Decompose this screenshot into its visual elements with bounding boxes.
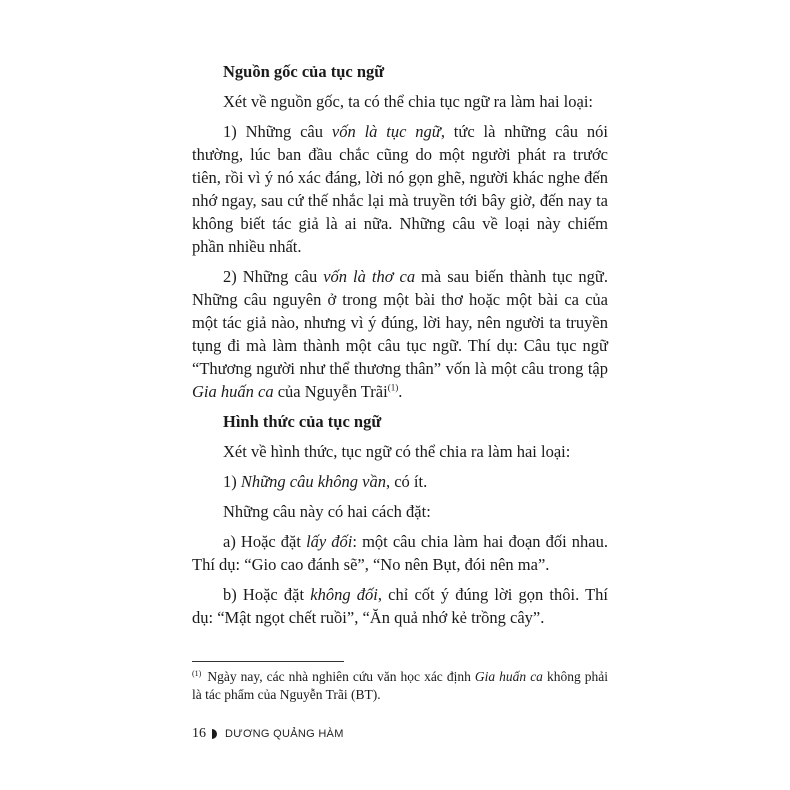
form-sub-b [192, 583, 608, 629]
origin-intro: Xét về nguồn gốc, ta có thể chia tục ngữ ra làm hai loại: [223, 92, 593, 111]
page-body [192, 60, 608, 636]
emphasis: vốn là thơ ca [323, 267, 416, 286]
text-span: , tức là những câu nói thường, lúc ban đầu chắc cũng do một người phát ra trước tiên, rồi vì ý nó xác đáng, lời nó gọn ghẽ, người khác nghe đến nhớ ngay, sau cứ thế nhắc lại mà truyền tới bây giờ, đến nay ta không biết tác giả là ai nữa. Những câu về loại này chiếm phần nhiều nhất. [192, 122, 608, 256]
text-span: của Nguyễn Trãi [273, 382, 388, 401]
text-span: , chỉ cốt ý đúng lời gọn thôi. Thí dụ: “Mật ngọt chết ruồi”, “Ăn quả nhớ kẻ trồng cây”. [192, 585, 608, 627]
form-sub-intro: Những câu này có hai cách đặt: [223, 502, 431, 521]
emphasis: Những câu không vần [240, 472, 386, 491]
origin-item-2 [192, 265, 608, 403]
text-span: a) Hoặc đặt [223, 532, 307, 551]
page-footer [192, 724, 344, 744]
emphasis: lấy đối [306, 532, 353, 551]
form-item-1 [192, 470, 608, 493]
text-span: , có ít. [385, 472, 428, 491]
text-span: Ngày nay, các nhà nghiên cứu văn học xác định [207, 669, 475, 684]
emphasis: không đối [310, 585, 378, 604]
footnote-divider [192, 661, 344, 662]
section-heading-origin: Nguồn gốc của tục ngữ [223, 62, 385, 81]
text-span: mà sau biến thành tục ngữ. Những câu nguyên ở trong một bài thơ hoặc một bài ca của một tác giả nào, nhưng vì ý đúng, lời hay, nên người ta truyền tụng đi mà làm thành một câu tục ngữ. Thí dụ: Câu tục ngữ “Thương người như thể thương thân” vốn là một câu trong tập [192, 267, 608, 378]
text-span: 1) Những câu [223, 122, 332, 141]
section-heading-form: Hình thức của tục ngữ [223, 412, 382, 431]
running-author: DƯƠNG QUẢNG HÀM [225, 728, 344, 740]
emphasis: vốn là tục ngữ [331, 122, 441, 141]
text-span: 1) [223, 472, 241, 491]
footnote-marker: (1) [192, 668, 202, 678]
form-intro: Xét về hình thức, tục ngữ có thể chia ra làm hai loại: [223, 442, 571, 461]
page-number: 16 [192, 726, 206, 741]
footnote-reference[interactable]: (1) [387, 382, 399, 393]
text-span: b) Hoặc đặt [223, 585, 311, 604]
half-circle-icon [212, 729, 217, 739]
form-sub-a [192, 530, 608, 576]
emphasis-book-title: Gia huấn ca [474, 669, 543, 684]
text-span: . [398, 382, 403, 401]
text-span: không phải là tác phẩm của Nguyễn Trãi (BT). [192, 669, 608, 702]
origin-item-1 [192, 120, 608, 258]
emphasis-book-title: Gia huấn ca [192, 382, 274, 401]
text-span: : một câu chia làm hai đoạn đối nhau. Thí dụ: “Gio cao đánh sẽ”, “No nên Bụt, đói nên ma”. [192, 532, 609, 574]
text-span: 2) Những câu [223, 267, 324, 286]
footnote [192, 668, 608, 704]
